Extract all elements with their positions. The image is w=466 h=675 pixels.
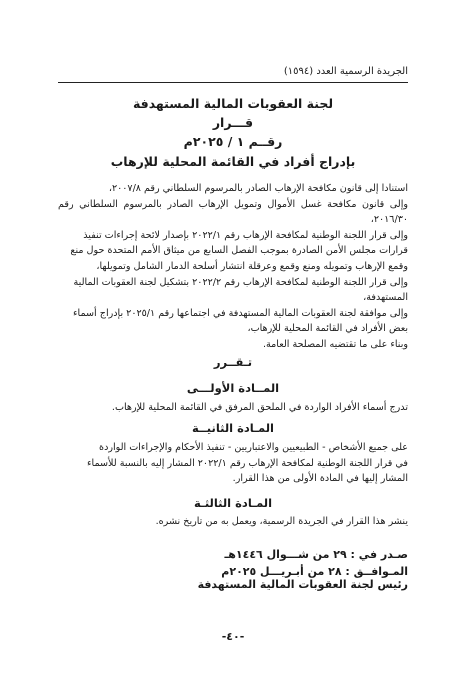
running-header bbox=[58, 60, 408, 83]
signer-title: رئيس لجنة العقوبات المالية المستهدفة bbox=[197, 578, 408, 591]
issue-date-hijri: صـدر في : ٢٩ من شـــوال ١٤٤٦هـ bbox=[224, 548, 408, 561]
preamble-line: وإلى قانون مكافحة غسل الأموال وتمويل الإرهاب الصادر بالمرسوم السلطاني رقم ٢٠١٦/٣٠، bbox=[58, 198, 408, 226]
article-3-heading: المـادة الثالثـة bbox=[193, 496, 273, 510]
decides-heading: تـقــرر bbox=[213, 355, 253, 369]
article-2-line: في قرار اللجنة الوطنية لمكافحة الإرهاب رقم ٢٠٢٢/١ المشار إليه بالنسبة للأسماء bbox=[87, 457, 408, 469]
article-2-text bbox=[58, 440, 408, 487]
decision-number: رقــم ١ / ٢٠٢٥م bbox=[183, 134, 283, 149]
issue-date bbox=[221, 546, 408, 580]
issue-date-gregorian: المـوافــق : ٢٨ من أبـريـــل ٢٠٢٥م bbox=[221, 565, 408, 578]
article-3-text: ينشر هذا القرار في الجريدة الرسمية، ويعمل به من تاريخ نشره. bbox=[155, 516, 408, 527]
page-number: -٤٠- bbox=[221, 630, 245, 643]
preamble-line: وإلى موافقة لجنة العقوبات المالية المستهدفة في اجتماعها رقم ٢٠٢٥/١ بإدراج أسماء bbox=[73, 307, 408, 319]
decision-heading: قـــرار bbox=[212, 115, 254, 130]
preamble-line: وبناء على ما تقتضيه المصلحة العامة. bbox=[262, 338, 408, 350]
article-2-line: المشار إليها في المادة الأولى من هذا القرار. bbox=[232, 473, 408, 485]
article-1-text: تدرج أسماء الأفراد الواردة في الملحق المرفق في القائمة المحلية للإرهاب. bbox=[111, 402, 408, 413]
running-header-title: الجريدة الرسمية العدد (١٥٩٤) bbox=[283, 65, 408, 77]
preamble-line: وإلى قرار اللجنة الوطنية لمكافحة الإرهاب رقم ٢٠٢٢/٢ بتشكيل لجنة العقوبات المالية bbox=[73, 276, 408, 288]
preamble-line: قرارات مجلس الأمن الصادرة بموجب الفصل السابع من ميثاق الأمم المتحدة حول منع bbox=[70, 245, 408, 257]
preamble bbox=[58, 181, 408, 353]
preamble-line: وقمع الإرهاب وتمويله ومنع وقمع وعرقلة انتشار أسلحة الدمار الشامل وتمويلها، bbox=[96, 260, 408, 272]
preamble-line: وإلى قرار اللجنة الوطنية لمكافحة الإرهاب رقم ٢٠٢٢/١ بإصدار لائحة إجراءات تنفيذ bbox=[83, 229, 408, 241]
preamble-line: بعض الأفراد في القائمة المحلية للإرهاب، bbox=[247, 323, 408, 335]
preamble-line: استنادا إلى قانون مكافحة الإرهاب الصادر بالمرسوم السلطاني رقم ٢٠٠٧/٨، bbox=[108, 183, 408, 194]
article-1-heading: المــادة الأولـــى bbox=[186, 381, 280, 395]
article-2-line: على جميع الأشخاص - الطبيعيين والاعتباريين - تنفيذ الأحكام والإجراءات الواردة bbox=[99, 442, 408, 453]
preamble-line: المستهدفة، bbox=[363, 292, 408, 304]
decision-subject: بإدراج أفراد في القائمة المحلية للإرهاب bbox=[110, 154, 356, 169]
committee-title: لجنة العقوبات المالية المستهدفة bbox=[132, 96, 334, 111]
article-2-heading: المـادة الثانيــة bbox=[191, 421, 275, 435]
